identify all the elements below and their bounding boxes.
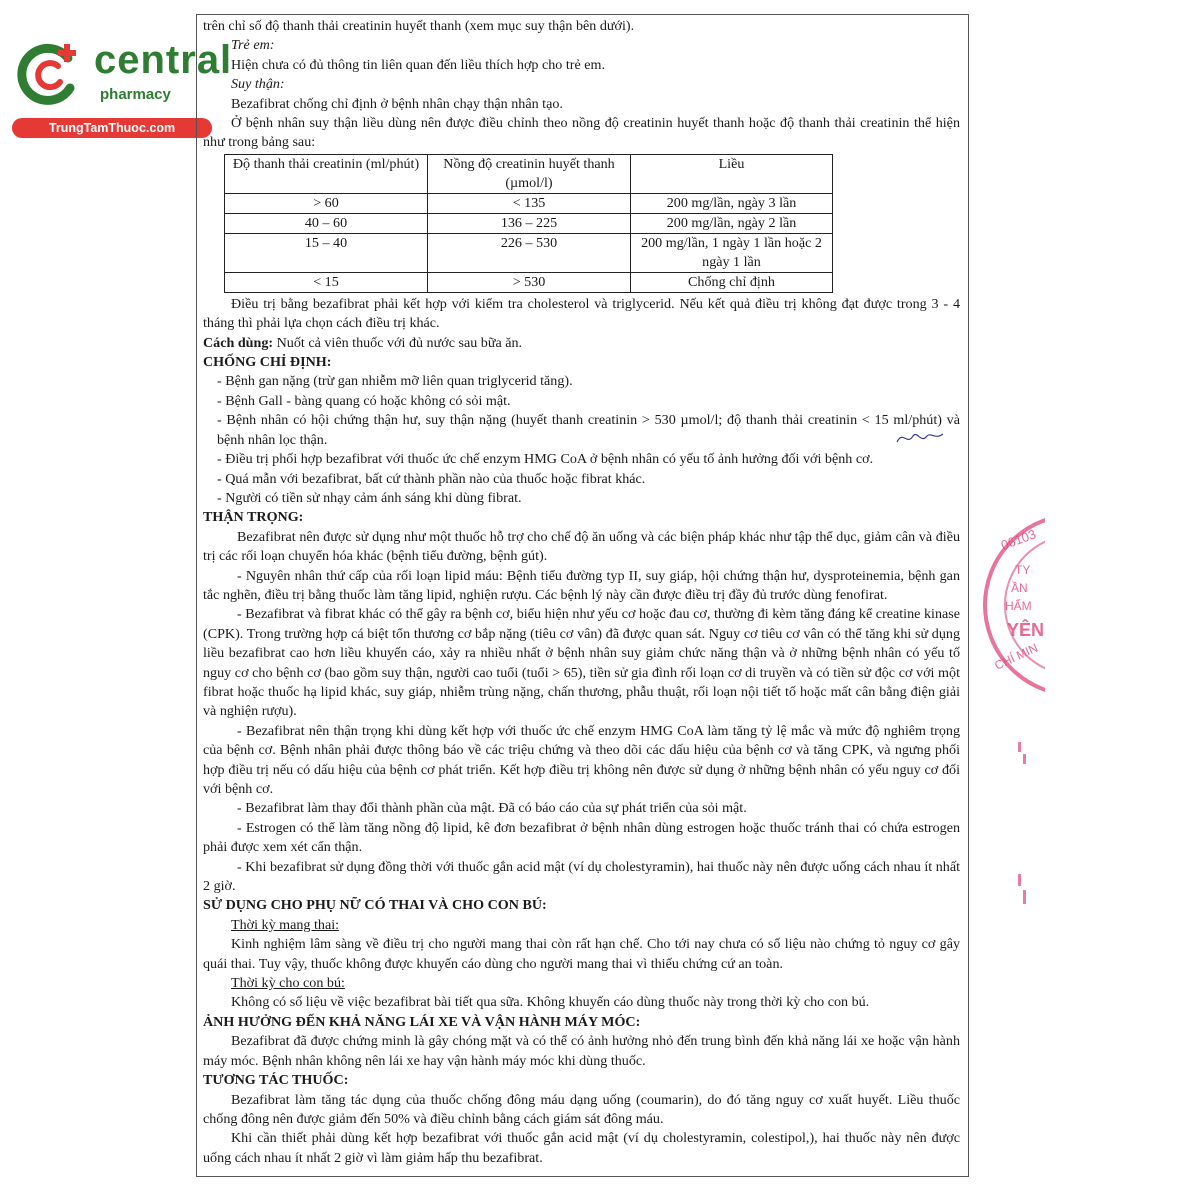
table-cell: < 15 — [225, 272, 428, 292]
logo-website: TrungTamThuoc.com — [12, 118, 212, 138]
svg-text:ẦN: ẦN — [1011, 581, 1028, 595]
table-row — [225, 233, 833, 272]
pharmacy-logo — [8, 34, 233, 138]
company-seal-stamp — [975, 510, 1045, 700]
text-paragraph: - Bezafibrat làm thay đổi thành phần của mật. Đã có báo cáo của sự phát triển của sỏi mật. — [237, 800, 747, 817]
text-paragraph: - Bezafibrat và fibrat khác có thể gây ra bệnh cơ, biểu hiện như yếu cơ hoặc đau cơ, thường đi kèm tăng đáng kể creatine kinase (CPK). Trong trường hợp cá biệt tổn thương cơ bắp nặng (tiêu cơ vân) đã được quan sát. Nguy cơ tiêu cơ vân có thể tăng khi sử dụng liều bezafibrat cao hơn liều khuyến cáo, xảy ra nhiều nhất ở bệnh nhân suy giảm chức năng thận và ở những bệnh nhân có yếu tố nguy cơ cho bệnh cơ (bao gồm suy thận, người cao tuổi (tuổi > 65), tiền sử gia đình rối loạn cơ di truyền và có tiền sử độc cơ với một fibrat hoặc thuốc hạ lipid khác, suy giáp, nhiễm trùng nặng, chấn thương, phẫu thuật, rối loạn nội tiết tố hoặc mất cân bằng điện giải và nghiện rượu). — [203, 606, 960, 720]
table-row — [225, 213, 833, 233]
handwritten-signature — [895, 424, 945, 449]
list-item: - Bệnh Gall - bàng quang có hoặc không có sỏi mật. — [217, 392, 511, 409]
table-cell: 40 – 60 — [225, 213, 428, 233]
section-heading-driving: ẢNH HƯỞNG ĐẾN KHẢ NĂNG LÁI XE VÀ VẬN HÀNH MÁY MÓC: — [203, 1013, 641, 1030]
usage-text: Nuốt cả viên thuốc với đủ nước sau bữa ăn. — [273, 334, 523, 351]
subheading-pregnancy: Thời kỳ mang thai: — [231, 916, 340, 933]
stamp-mark — [1016, 740, 1028, 770]
list-item: - Người có tiền sử nhạy cảm ánh sáng khi dùng fibrat. — [217, 489, 522, 506]
renal-dose-table — [224, 154, 833, 293]
section-heading-precautions: THẬN TRỌNG: — [203, 509, 304, 526]
text-line: trên chỉ số độ thanh thải creatinin huyết thanh (xem mục suy thận bên dưới). — [203, 18, 635, 34]
svg-text:CHÍ MIN: CHÍ MIN — [992, 640, 1040, 673]
table-header-row — [225, 154, 833, 193]
list-item: - Bệnh nhân có hội chứng thận hư, suy thận nặng (huyết thanh creatinin > 530 µmol/l; độ thanh thải creatinin < 15 ml/phút) và bệnh nhân lọc thận. — [217, 412, 960, 448]
text-paragraph: - Estrogen có thể làm tăng nồng độ lipid, kê đơn bezafibrat ở bệnh nhân dùng estrogen hoặc thuốc tránh thai có chứa estrogen phải được xem xét cẩn thận. — [203, 819, 960, 856]
text-paragraph: Khi cần thiết phải dùng kết hợp bezafibrat với thuốc gắn acid mật (ví dụ cholestyramin, colestipol,), hai thuốc này nên được uống cách nhau ít nhất 2 giờ vì làm giảm hấp thu bezafibrat. — [203, 1130, 960, 1166]
table-cell: 136 – 225 — [428, 213, 631, 233]
table-row — [225, 193, 833, 213]
table-cell: > 530 — [428, 272, 631, 292]
list-item: - Điều trị phối hợp bezafibrat với thuốc ức chế enzym HMG CoA ở bệnh nhân có yếu tố ảnh hưởng đối với bệnh cơ. — [217, 451, 874, 468]
table-row — [225, 272, 833, 292]
text-paragraph: Ở bệnh nhân suy thận liều dùng nên được điều chỉnh theo nồng độ creatinin huyết thanh hoặc độ thanh thải creatinin thể hiện như trong bảng sau: — [203, 115, 960, 151]
text-paragraph: Bezafibrat đã được chứng minh là gây chóng mặt và có thể có ảnh hưởng nhỏ đến trung bình đến khả năng lái xe hoặc vận hành máy móc. Bệnh nhân không nên lái xe hay vận hành máy móc khi dùng thuốc. — [203, 1033, 960, 1069]
text-paragraph: Không có số liệu về việc bezafibrat bài tiết qua sữa. Không khuyến cáo dùng thuốc này trong thời kỳ cho con bú. — [231, 994, 870, 1011]
stamp-mark — [1016, 870, 1028, 910]
logo-subtitle: pharmacy — [100, 86, 171, 103]
usage-label: Cách dùng: — [203, 334, 274, 351]
svg-text:TY: TY — [1015, 563, 1031, 577]
central-pharmacy-logo-icon — [14, 40, 82, 108]
svg-text:YÊN: YÊN — [1007, 620, 1045, 640]
section-heading-contraindications: CHỐNG CHỈ ĐỊNH: — [203, 354, 332, 371]
table-cell: 200 mg/lần, ngày 2 lần — [631, 213, 833, 233]
table-cell: 226 – 530 — [428, 233, 631, 272]
svg-text:HẨM: HẨM — [1005, 599, 1032, 613]
subheading-children: Trẻ em: — [231, 37, 275, 54]
text-paragraph: - Nguyên nhân thứ cấp của rối loạn lipid máu: Bệnh tiểu đường typ II, suy giáp, hội chứng thận hư, dysproteinemia, bệnh gan tắc nghẽn, điều trị bằng thuốc làm tăng lipid, nghiện rượu. Các bệnh lý này cần được điều trị đầy đủ trước dùng fenofirat. — [203, 567, 960, 603]
table-cell: > 60 — [225, 193, 428, 213]
list-item: - Quá mẫn với bezafibrat, bất cứ thành phần nào của thuốc hoặc fibrat khác. — [217, 470, 646, 487]
logo-brand-name: central — [94, 38, 233, 82]
table-header: Nồng độ creatinin huyết thanh (µmol/l) — [428, 154, 631, 193]
document-body — [203, 17, 960, 1168]
section-heading-interactions: TƯƠNG TÁC THUỐC: — [203, 1072, 349, 1089]
svg-text:06103: 06103 — [998, 526, 1039, 553]
text-paragraph: - Bezafibrat nên thận trọng khi dùng kết hợp với thuốc ức chế enzym HMG CoA làm tăng tỷ lệ mắc và mức độ nghiêm trọng của bệnh cơ. Bệnh nhân phải được thông báo về các triệu chứng và theo dõi các dấu hiệu của bệnh cơ và tăng CPK, và ngưng phối hợp điều trị nếu có dấu hiệu của bệnh cơ phát triển. Kết hợp điều trị không nên được sử dụng ở những bệnh nhân có yếu nguy cơ đối với bệnh cơ. — [203, 722, 960, 797]
section-heading-pregnancy: SỬ DỤNG CHO PHỤ NỮ CÓ THAI VÀ CHO CON BÚ: — [203, 897, 547, 914]
table-cell: 15 – 40 — [225, 233, 428, 272]
text-line: Bezafibrat chống chỉ định ở bệnh nhân chạy thận nhân tạo. — [231, 95, 563, 112]
text-paragraph: - Khi bezafibrat sử dụng đồng thời với thuốc gắn acid mật (ví dụ cholestyramin), hai thuốc này nên được uống cách nhau ít nhất 2 giờ. — [203, 858, 960, 895]
table-cell: Chống chỉ định — [631, 272, 833, 292]
text-paragraph: Bezafibrat nên được sử dụng như một thuốc hỗ trợ cho chế độ ăn uống và các biện pháp khác như tập thể dục, giảm cân và điều trị các rối loạn chuyển hóa khác (bệnh tiểu đường, bệnh gút). — [203, 528, 960, 565]
text-paragraph: Kinh nghiệm lâm sàng về điều trị cho người mang thai còn rất hạn chế. Cho tới nay chưa có số liệu nào chứng tỏ nguy cơ gây quái thai. Tuy vậy, thuốc không được khuyến cáo dùng cho người mang thai vì thiếu chứng cứ an toàn. — [203, 936, 960, 972]
text-line — [203, 334, 960, 353]
text-paragraph: Điều trị bằng bezafibrat phải kết hợp với kiểm tra cholesterol và triglycerid. Nếu kết quả điều trị không đạt được trong 3 - 4 tháng thì phải lựa chọn cách điều trị khác. — [203, 295, 960, 332]
table-cell: 200 mg/lần, 1 ngày 1 lần hoặc 2 ngày 1 lần — [631, 233, 833, 272]
table-header: Liều — [631, 154, 833, 193]
table-header: Độ thanh thải creatinin (ml/phút) — [225, 154, 428, 193]
text-paragraph: Bezafibrat làm tăng tác dụng của thuốc chống đông máu dạng uống (coumarin), do đó tăng nguy cơ xuất huyết. Liều thuốc chống đông nên được giảm đến 50% và điều chỉnh bằng cách giám sát đông máu. — [203, 1091, 960, 1127]
text-line: Hiện chưa có đủ thông tin liên quan đến liều thích hợp cho trẻ em. — [231, 56, 605, 73]
subheading-renal: Suy thận: — [231, 76, 285, 93]
list-item: - Bệnh gan nặng (trừ gan nhiễm mỡ liên quan triglycerid tăng). — [217, 373, 573, 390]
table-cell: < 135 — [428, 193, 631, 213]
subheading-lactation: Thời kỳ cho con bú: — [231, 975, 345, 992]
table-cell: 200 mg/lần, ngày 3 lần — [631, 193, 833, 213]
